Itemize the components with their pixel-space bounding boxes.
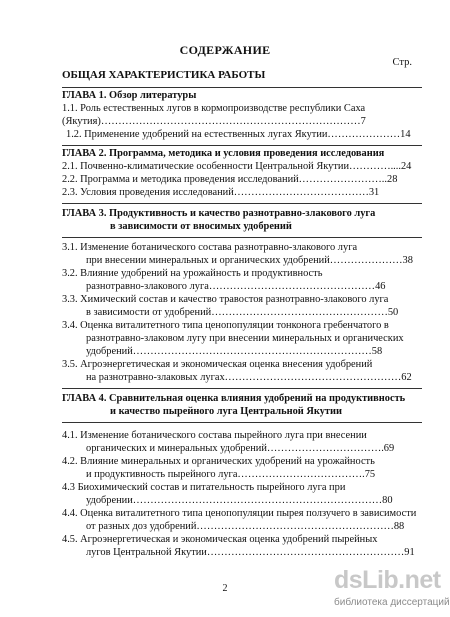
toc-entry: 4.3 Биохимический состав и питательность пырейного луга при (62, 482, 346, 493)
page-column-label: Стр. (392, 57, 412, 68)
toc-entry: от разных доз удобрений…………………………………………………88 (86, 521, 405, 532)
toc-entry: органических и минеральных удобрений…………………………….69 (86, 443, 395, 454)
divider (62, 203, 422, 204)
toc-entry: на разнотравно-злаковых лугах……………………………………………62 (86, 372, 412, 383)
watermark-brand: dsLib.net (334, 566, 441, 594)
toc-entry: 4.4. Оценка виталитетного типа ценопопуляции пырея ползучего в зависимости (62, 508, 417, 519)
toc-entry: 3.3. Химический состав и качество травостоя разнотравно-злакового луга (62, 294, 389, 305)
chapter-3-heading-cont: в зависимости от вносимых удобрений (110, 221, 292, 232)
toc-entry: 4.5. Агроэнергетическая и экономическая оценка удобрений пырейных (62, 534, 378, 545)
page-number: 2 (222, 583, 228, 594)
chapter-2-heading: ГЛАВА 2. Программа, методика и условия проведения исследования (62, 148, 385, 159)
toc-entry: в зависимости от удобрений……………………………………………50 (86, 307, 399, 318)
toc-entry: 4.1. Изменение ботанического состава пырейного луга при внесении (62, 430, 367, 441)
chapter-4-heading-cont: и качество пырейного луга Центральной Якутии (110, 406, 342, 417)
toc-entry: 3.1. Изменение ботанического состава разнотравно-злакового луга (62, 242, 358, 253)
divider (62, 237, 422, 238)
overview-heading: ОБЩАЯ ХАРАКТЕРИСТИКА РАБОТЫ (62, 69, 266, 81)
toc-entry: 3.2. Влияние удобрений на урожайность и продуктивность (62, 268, 323, 279)
toc-entry: 4.2. Влияние минеральных и органических удобрений на урожайность (62, 456, 375, 467)
divider (62, 145, 422, 146)
toc-entry: 1.1. Роль естественных лугов в кормопроизводстве республики Саха (62, 103, 366, 114)
toc-entry: разнотравно-злакового луга…………………………………………46 (86, 281, 386, 292)
divider (62, 422, 422, 423)
divider (62, 87, 422, 88)
chapter-3-heading: ГЛАВА 3. Продуктивность и качество разнотравно-злакового луга (62, 208, 376, 219)
toc-entry: удобрений……………………………………………………………58 (86, 346, 383, 357)
chapter-1-heading: ГЛАВА 1. Обзор литературы (62, 90, 197, 101)
toc-entry: 1.2. Применение удобрений на естественных лугах Якутии…………………14 (66, 129, 411, 140)
toc-entry: 3.5. Агроэнергетическая и экономическая оценка внесения удобрений (62, 359, 373, 370)
toc-entry: и продуктивность пырейного луга……………………………….75 (86, 469, 376, 480)
toc-entry: 3.4. Оценка виталитетного типа ценопопуляции тонконога гребенчатого в (62, 320, 389, 331)
toc-entry: лугов Центральной Якутии…………………………………………………91 (86, 547, 415, 558)
toc-entry: разнотравно-злаковом лугу при внесении минеральных и органических (86, 333, 404, 344)
toc-entry: при внесении минеральных и органических удобрений…………………38 (86, 255, 413, 266)
toc-entry: 2.1. Почвенно-климатические особенности Центральной Якутии…………....24 (62, 161, 412, 172)
divider (62, 388, 422, 389)
toc-entry: 2.2. Программа и методика проведения исследований……………………..28 (62, 174, 398, 185)
watermark-tagline: библиотека диссертаций (334, 597, 450, 608)
page-title: СОДЕРЖАНИЕ (179, 43, 271, 57)
toc-entry: (Якутия)…………………………………………………………………7 (62, 116, 366, 127)
toc-entry: удобрении………………………………………………………………80 (86, 495, 393, 506)
toc-entry: 2.3. Условия проведения исследований…………………………………31 (62, 187, 380, 198)
chapter-4-heading: ГЛАВА 4. Сравнительная оценка влияния удобрений на продуктивность (62, 393, 406, 404)
watermark-logo[interactable] (330, 566, 450, 612)
